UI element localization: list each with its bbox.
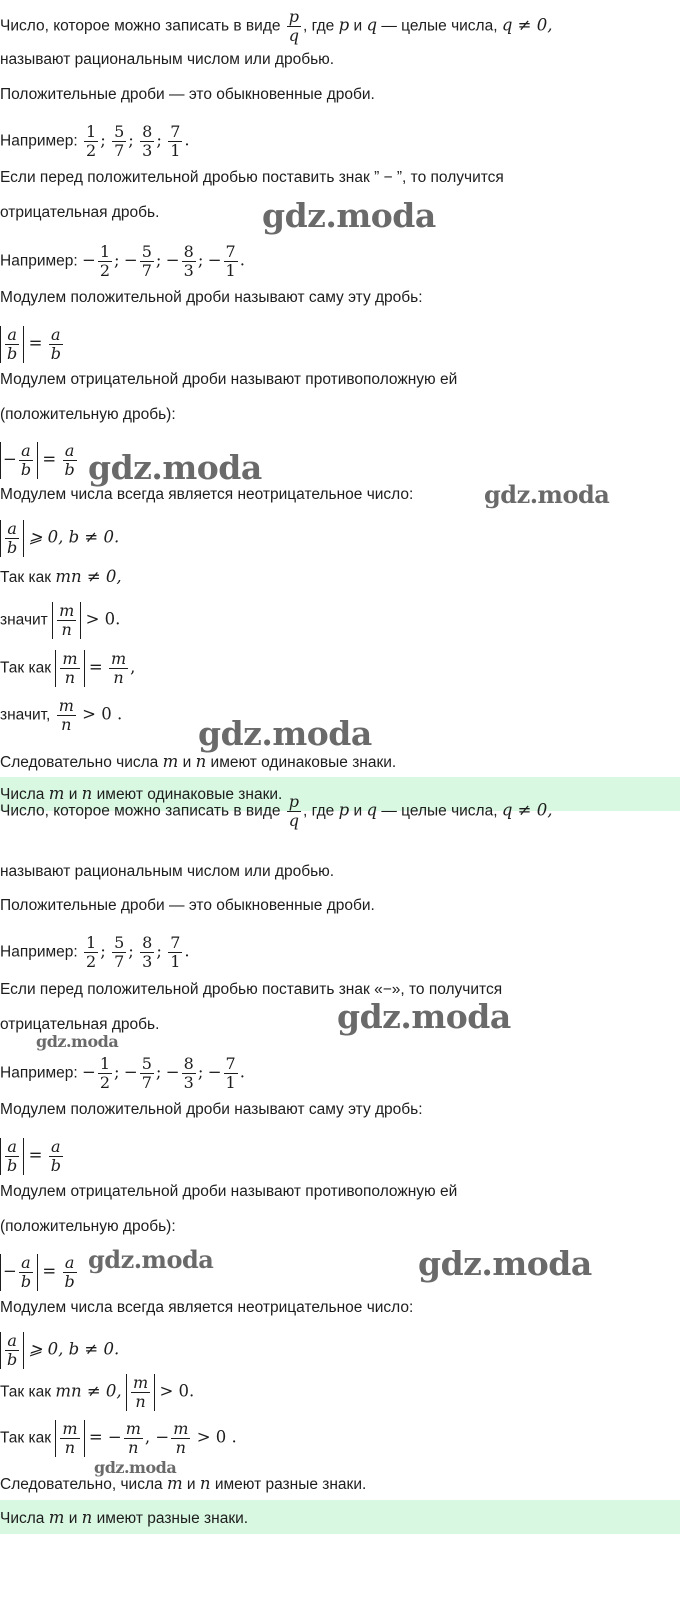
s1-mod-nonneg: Модулем числа всегда является неотрицательное число: <box>0 486 414 503</box>
s1-rational-line: называют рациональным числом или дробью. <box>0 51 335 68</box>
s1-mod-positive: Модулем положительной дроби называют саму эту дробь: <box>0 289 423 306</box>
s1-formula-nonneg: $\frac{a}{b}$ ⩾ 0, b ≠ 0. <box>0 520 119 557</box>
s1-since-abs: Так как $\frac{m}{n}$ = $\frac{m}{n}$ , <box>0 649 136 687</box>
fraction: $\frac{5}{7}$ <box>114 122 125 160</box>
s1-conclusion: Следовательно числа m и n имеют одинаковые знаки. <box>0 752 397 771</box>
s1-mod-negative-1: Модулем отрицательной дроби называют противоположную ей <box>0 371 458 388</box>
s2-since-abs-neg: Так как $\frac{m}{n}$ = − $\frac{m}{n}$ , − $\frac{m}{n}$ > 0 . <box>0 1419 237 1457</box>
s1-answer: Числа m и n имеют одинаковые знаки. <box>0 784 283 803</box>
s2-formula-mod-negative: − $\frac{a}{b}$ = $\frac{a}{b}$ <box>0 1254 79 1291</box>
s2-definition-line: Число, которое можно записать в виде $\frac{p}{q}$ , где p и q — целые числа, q ≠ 0, <box>0 792 553 830</box>
s1-since-mn: Так как mn ≠ 0, <box>0 567 122 586</box>
watermark: gdz.moda <box>418 1244 592 1283</box>
watermark: gdz.moda <box>262 196 436 235</box>
watermark: gdz.moda <box>484 480 610 509</box>
s2-negative-intro: Если перед положительной дробью поставить знак «−», то получится <box>0 981 503 998</box>
s2-conclusion: Следовательно, числа m и n имеют разные знаки. <box>0 1474 367 1493</box>
watermark: gdz.moda <box>94 1458 177 1477</box>
s1-means-abs: значит $\frac{m}{n}$ > 0. <box>0 601 121 639</box>
s2-mod-nonneg: Модулем числа всегда является неотрицательное число: <box>0 1299 414 1316</box>
s1-formula-mod-positive: $\frac{a}{b}$ = $\frac{a}{b}$ <box>0 326 65 363</box>
watermark: gdz.moda <box>337 997 511 1036</box>
s2-mod-negative-1: Модулем отрицательной дроби называют противоположную ей <box>0 1183 458 1200</box>
watermark: gdz.moda <box>88 1245 214 1274</box>
s1-example-negative: Например: − $\frac{1}{2}$ ; − $\frac{5}{7}$ ; − $\frac{8}{3}$ ; − $\frac{7}{1}$ . <box>0 242 245 280</box>
fraction-p-over-q: $\frac{p}{q}$ <box>288 7 300 45</box>
s2-example-negative: Например: − $\frac{1}{2}$ ; − $\frac{5}{7}$ ; − $\frac{8}{3}$ ; − $\frac{7}{1}$ . <box>0 1054 245 1092</box>
watermark: gdz.moda <box>36 1032 119 1051</box>
s1-positive-line: Положительные дроби — это обыкновенные дроби. <box>0 86 375 103</box>
fraction: $\frac{1}{2}$ <box>86 122 97 160</box>
s1-negative-result: отрицательная дробь. <box>0 204 160 221</box>
s2-formula-mod-positive: $\frac{a}{b}$ = $\frac{a}{b}$ <box>0 1138 65 1175</box>
s1-mod-negative-2: (положительную дробь): <box>0 406 176 423</box>
fraction-p-over-q: $\frac{p}{q}$ <box>288 792 300 830</box>
s2-negative-result: отрицательная дробь. <box>0 1016 160 1033</box>
s2-example-positive: Например: $\frac{1}{2}$ ; $\frac{5}{7}$ ; $\frac{8}{3}$ ; $\frac{7}{1}$ . <box>0 933 190 971</box>
s1-definition-line: Число, которое можно записать в виде $\frac{p}{q}$ , где p и q — целые числа, q ≠ 0, <box>0 7 553 45</box>
s1-formula-mod-negative: − $\frac{a}{b}$ = $\frac{a}{b}$ <box>0 442 79 479</box>
fraction: $\frac{7}{1}$ <box>170 122 181 160</box>
s2-positive-line: Положительные дроби — это обыкновенные дроби. <box>0 897 375 914</box>
s1-example-positive: Например: $\frac{1}{2}$ ; $\frac{5}{7}$ ; $\frac{8}{3}$ ; $\frac{7}{1}$ . <box>0 122 190 160</box>
s1-negative-intro: Если перед положительной дробью поставить знак ” − ”, то получится <box>0 169 504 186</box>
s2-mod-positive: Модулем положительной дроби называют саму эту дробь: <box>0 1101 423 1118</box>
watermark: gdz.moda <box>88 448 262 487</box>
watermark: gdz.moda <box>198 714 372 753</box>
s2-since-mn-abs: Так как mn ≠ 0, $\frac{m}{n}$ > 0. <box>0 1373 195 1411</box>
s2-rational-line: называют рациональным числом или дробью. <box>0 863 335 880</box>
s2-mod-negative-2: (положительную дробь): <box>0 1218 176 1235</box>
s1-means-frac: значит, $\frac{m}{n}$ > 0 . <box>0 696 123 734</box>
s2-answer: Числа m и n имеют разные знаки. <box>0 1508 249 1527</box>
s2-formula-nonneg: $\frac{a}{b}$ ⩾ 0, b ≠ 0. <box>0 1332 119 1369</box>
fraction: $\frac{8}{3}$ <box>142 122 153 160</box>
